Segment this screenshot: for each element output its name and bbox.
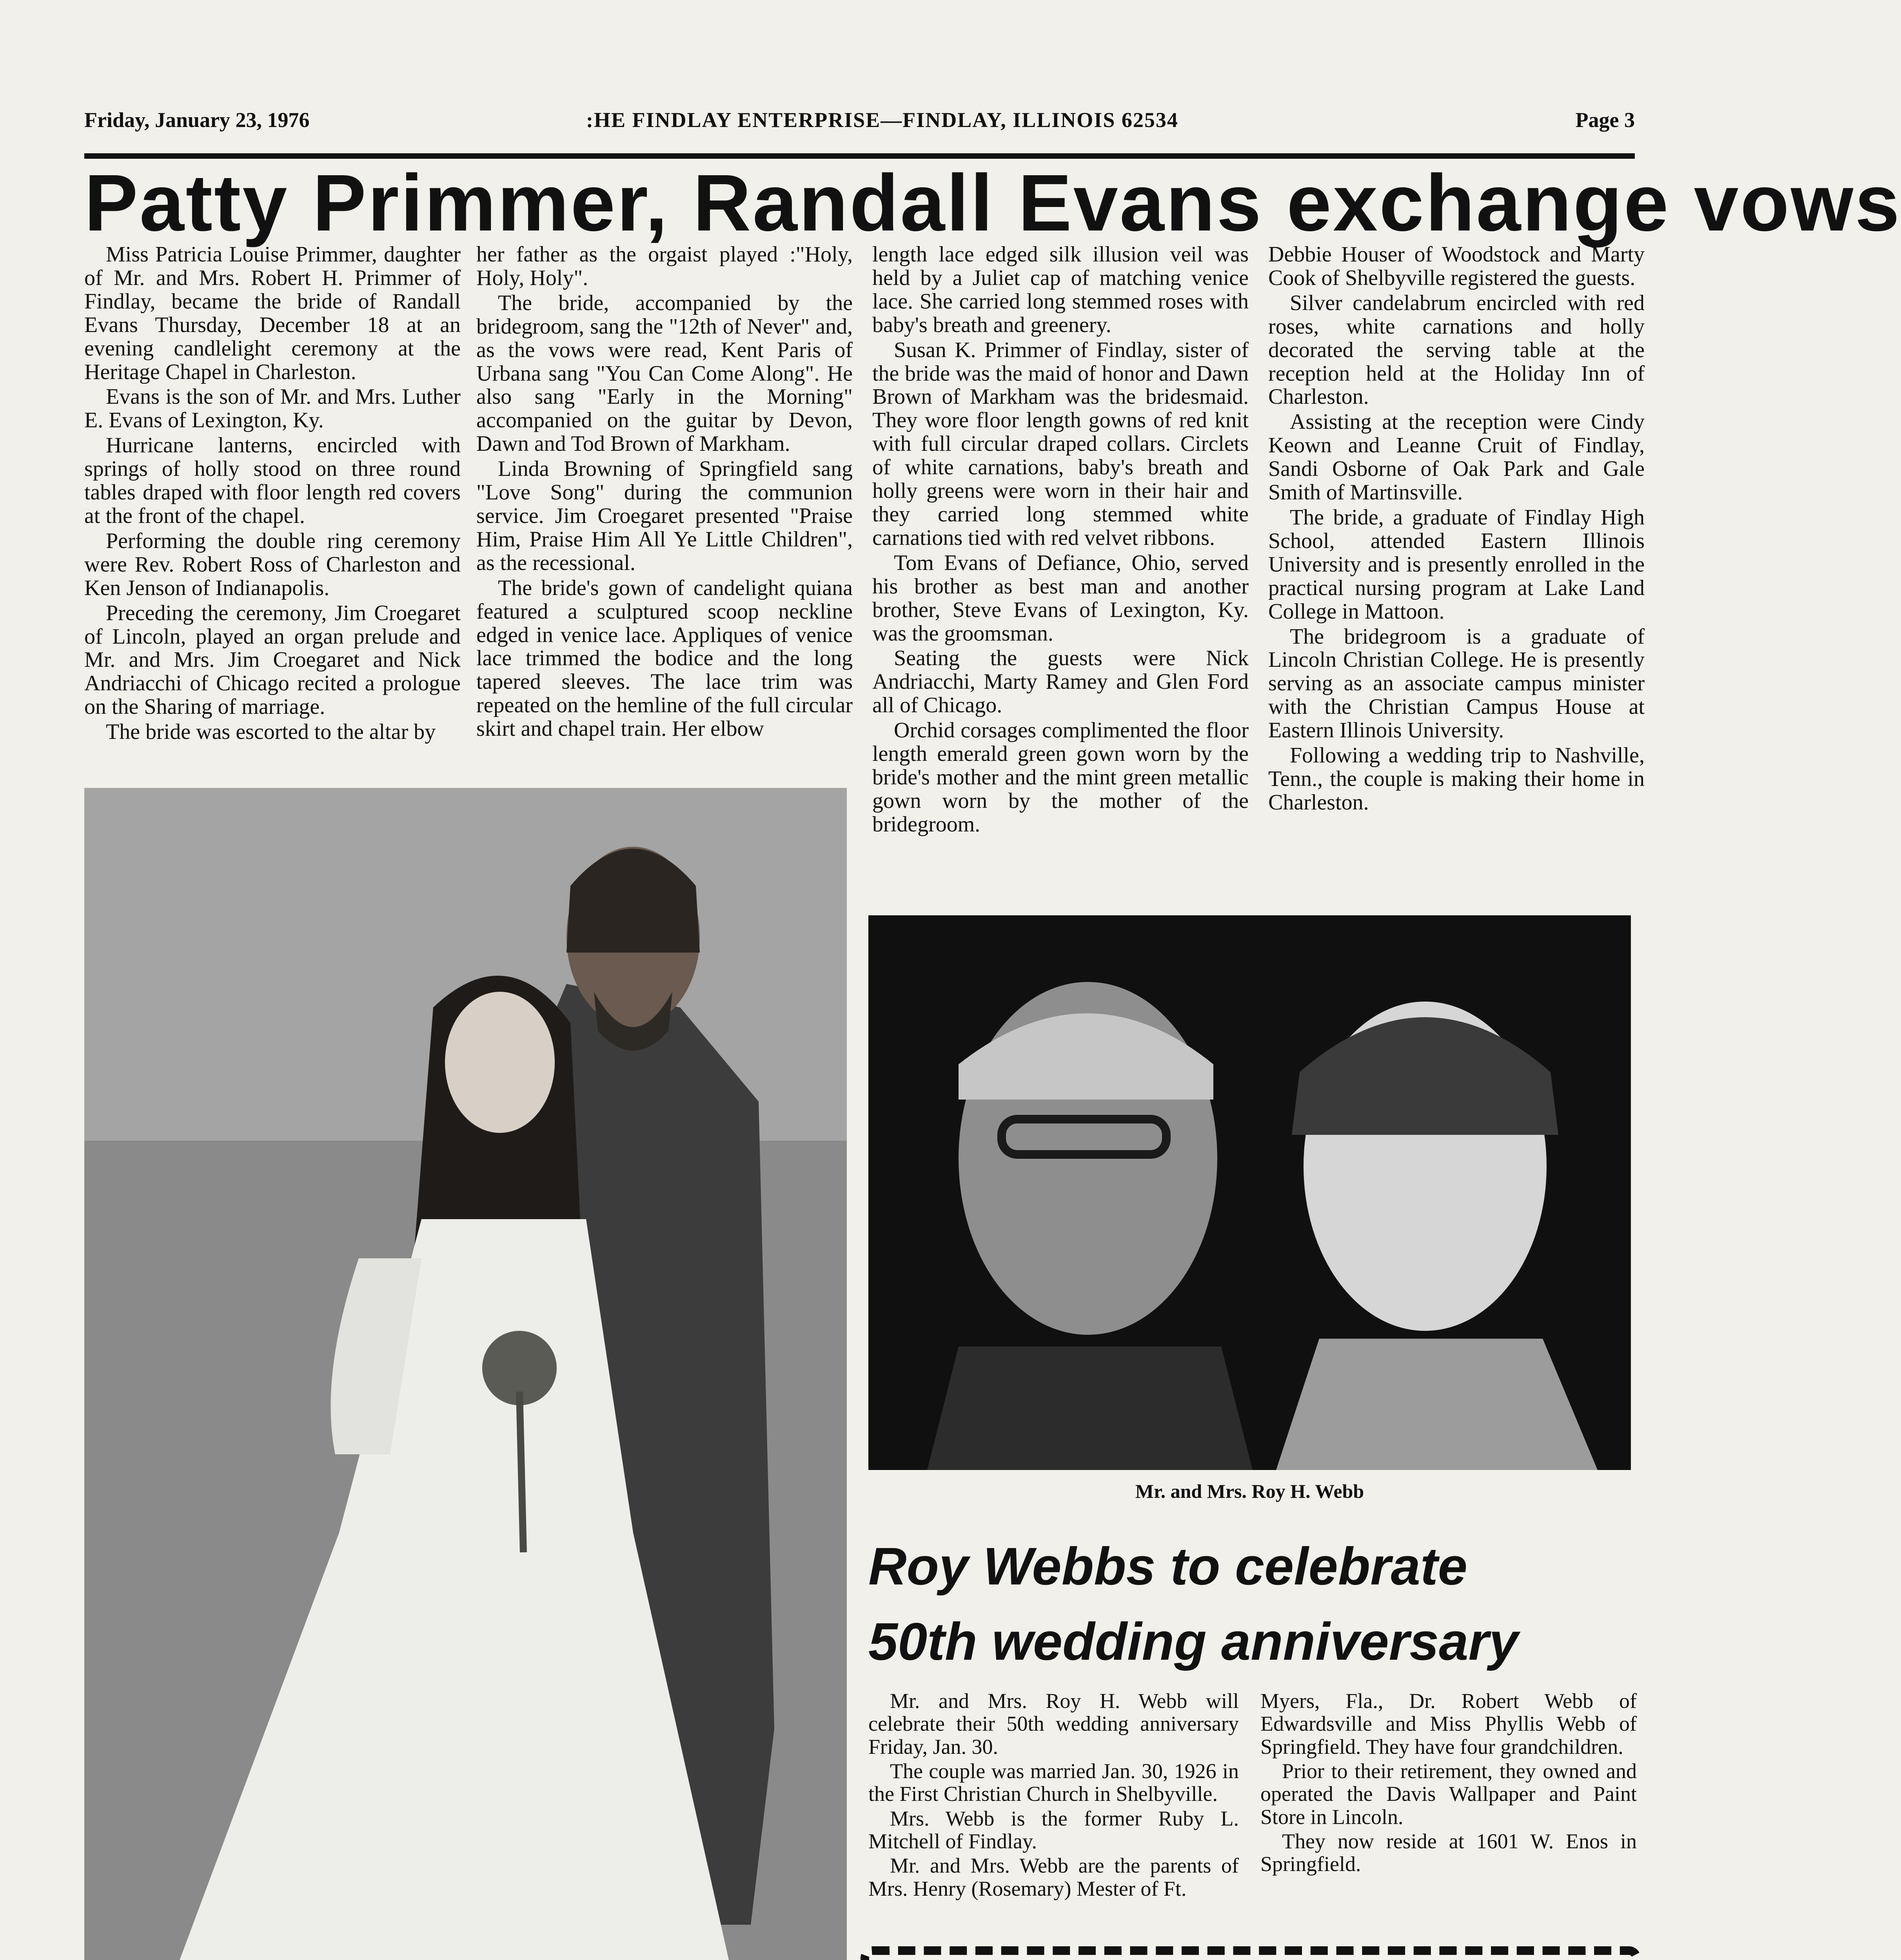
article-paragraph: The bride, accompanied by the bridegroom, sang the "12th of Never" and, as the vows were read, Kent Paris of Urbana sang "You Can Come Along". He also sang "Early in the Morning" accompanied on the guitar by Devon, Dawn and Tod Brown of Markham. xyxy=(476,290,853,456)
anniversary-headline xyxy=(868,1529,1637,1679)
article-paragraph: Linda Browning of Springfield sang "Love Song" during the communion service. Jim Croegaret presented "Praise Him, Praise Him All Ye Little Children", as the recessional. xyxy=(476,457,853,575)
masthead xyxy=(84,100,1635,159)
webb-photo-drawing xyxy=(868,915,1631,1470)
publication-line: :HE FINDLAY ENTERPRISE—FINDLAY, ILLINOIS 62534 xyxy=(586,108,1178,132)
page-number: Page 3 xyxy=(1575,108,1635,132)
article-column-3 xyxy=(872,243,1249,890)
issue-date: Friday, January 23, 1976 xyxy=(84,108,310,132)
anniversary-headline-line-2: 50th wedding anniversary xyxy=(868,1612,1519,1671)
article-paragraph: Myers, Fla., Dr. Robert Webb of Edwardsville and Miss Phyllis Webb of Springfield. They have four grandchildren. xyxy=(1260,1689,1637,1759)
article-paragraph: Following a wedding trip to Nashville, Tenn., the couple is making their home in Charleston. xyxy=(1268,743,1645,815)
anniversary-column-2 xyxy=(1260,1690,1637,1925)
article-paragraph: Performing the double ring ceremony were Rev. Robert Ross of Charleston and Ken Jenson of Indianapolis. xyxy=(84,528,461,600)
article-paragraph: her father as the orgaist played :"Holy, Holy, Holy". xyxy=(476,242,853,290)
public-sale-ad xyxy=(861,1946,1641,1960)
article-paragraph: Silver candelabrum encircled with red roses, white carnations and holly decorated the serving table at the reception held at the Holiday Inn of Charleston. xyxy=(1268,290,1645,409)
article-paragraph: They now reside at 1601 W. Enos in Springfield. xyxy=(1260,1829,1637,1876)
article-paragraph: Prior to their retirement, they owned and operated the Davis Wallpaper and Paint Store in Lincoln. xyxy=(1260,1759,1637,1829)
article-paragraph: Assisting at the reception were Cindy Keown and Leanne Cruit of Findlay, Sandi Osborne of Oak Park and Gale Smith of Martinsville. xyxy=(1268,410,1645,505)
article-paragraph: Evans is the son of Mr. and Mrs. Luther E. Evans of Lexington, Ky. xyxy=(84,385,461,433)
article-paragraph: The couple was married Jan. 30, 1926 in the First Christian Church in Shelbyville. xyxy=(868,1759,1239,1806)
article-paragraph: The bride was escorted to the altar by xyxy=(106,720,436,744)
article-paragraph: Mr. and Mrs. Webb are the parents of Mrs. Henry (Rosemary) Mester of Ft. xyxy=(868,1854,1239,1900)
wedding-headline: Patty Primmer, Randall Evans exchange vows xyxy=(84,158,1901,248)
article-paragraph: The bride, a graduate of Findlay High School, attended Eastern Illinois University and is presently enrolled in the practical nursing program at Lake Land College in Mattoon. xyxy=(1268,505,1645,624)
article-paragraph: Mr. and Mrs. Roy H. Webb will celebrate their 50th wedding anniversary Friday, Jan. 30. xyxy=(868,1689,1239,1759)
wedding-photo-drawing xyxy=(84,788,847,1960)
webb-photo-caption: Mr. and Mrs. Roy H. Webb xyxy=(1135,1480,1364,1502)
article-column-4 xyxy=(1268,243,1645,890)
article-paragraph: Orchid corsages complimented the floor length emerald green gown worn by the bride's mother and the mint green metallic gown worn by the mother of the bridegroom. xyxy=(872,718,1249,837)
article-paragraph: Susan K. Primmer of Findlay, sister of the bride was the maid of honor and Dawn Brown of Markham was the bridesmaid. They wore floor length gowns of red knit with full circular draped collars. Circlets of white carnations, baby's breath and holly greens were worn in their hair and they carried long stemmed white carnations tied with red velvet ribbons. xyxy=(872,338,1249,550)
article-column-2 xyxy=(476,243,853,784)
wedding-photo xyxy=(84,788,847,1960)
article-paragraph: Hurricane lanterns, encircled with springs of holly stood on three round tables draped with floor length red covers at the front of the chapel. xyxy=(84,433,461,528)
webb-couple-photo xyxy=(868,915,1631,1470)
article-paragraph: length lace edged silk illusion veil was held by a Juliet cap of matching venice lace. She carried long stemmed roses with baby's breath and greenery. xyxy=(872,242,1249,337)
article-paragraph: Debbie Houser of Woodstock and Marty Cook of Shelbyville registered the guests. xyxy=(1268,242,1645,290)
anniversary-headline-line-1: Roy Webbs to celebrate xyxy=(868,1537,1467,1596)
article-paragraph: The bridegroom is a graduate of Lincoln Christian College. He is presently serving as an associate campus minister with the Christian Campus House at Eastern Illinois University. xyxy=(1268,624,1645,743)
anniversary-column-1 xyxy=(868,1690,1239,1925)
article-paragraph: Mrs. Webb is the former Ruby L. Mitchell of Findlay. xyxy=(868,1806,1239,1853)
article-column-1 xyxy=(84,243,461,784)
article-paragraph: Miss Patricia Louise Primmer, daughter of Mr. and Mrs. Robert H. Primmer of Findlay, became the bride of Randall Evans Thursday, December 18 at an evening candlelight ceremony at the Heritage Chapel in Charleston. xyxy=(84,242,461,384)
article-paragraph: Seating the guests were Nick Andriacchi, Marty Ramey and Glen Ford all of Chicago. xyxy=(872,646,1249,718)
article-paragraph: The bride's gown of candelight quiana featured a sculptured scoop neckline edged in venice lace. Appliques of venice lace trimmed the bodice and the long tapered sleeves. The lace trim was repeated on the hemline of the full circular skirt and chapel train. Her elbow xyxy=(476,575,853,741)
article-paragraph: Tom Evans of Defiance, Ohio, served his brother as best man and another brother, Steve Evans of Lexington, Ky. was the groomsman. xyxy=(872,550,1249,646)
article-paragraph: Preceding the ceremony, Jim Croegaret of Lincoln, played an organ prelude and Mr. and Mrs. Jim Croegaret and Nick Andriacchi of Chicago recited a prologue on the Sharing of marriage. xyxy=(84,601,461,719)
